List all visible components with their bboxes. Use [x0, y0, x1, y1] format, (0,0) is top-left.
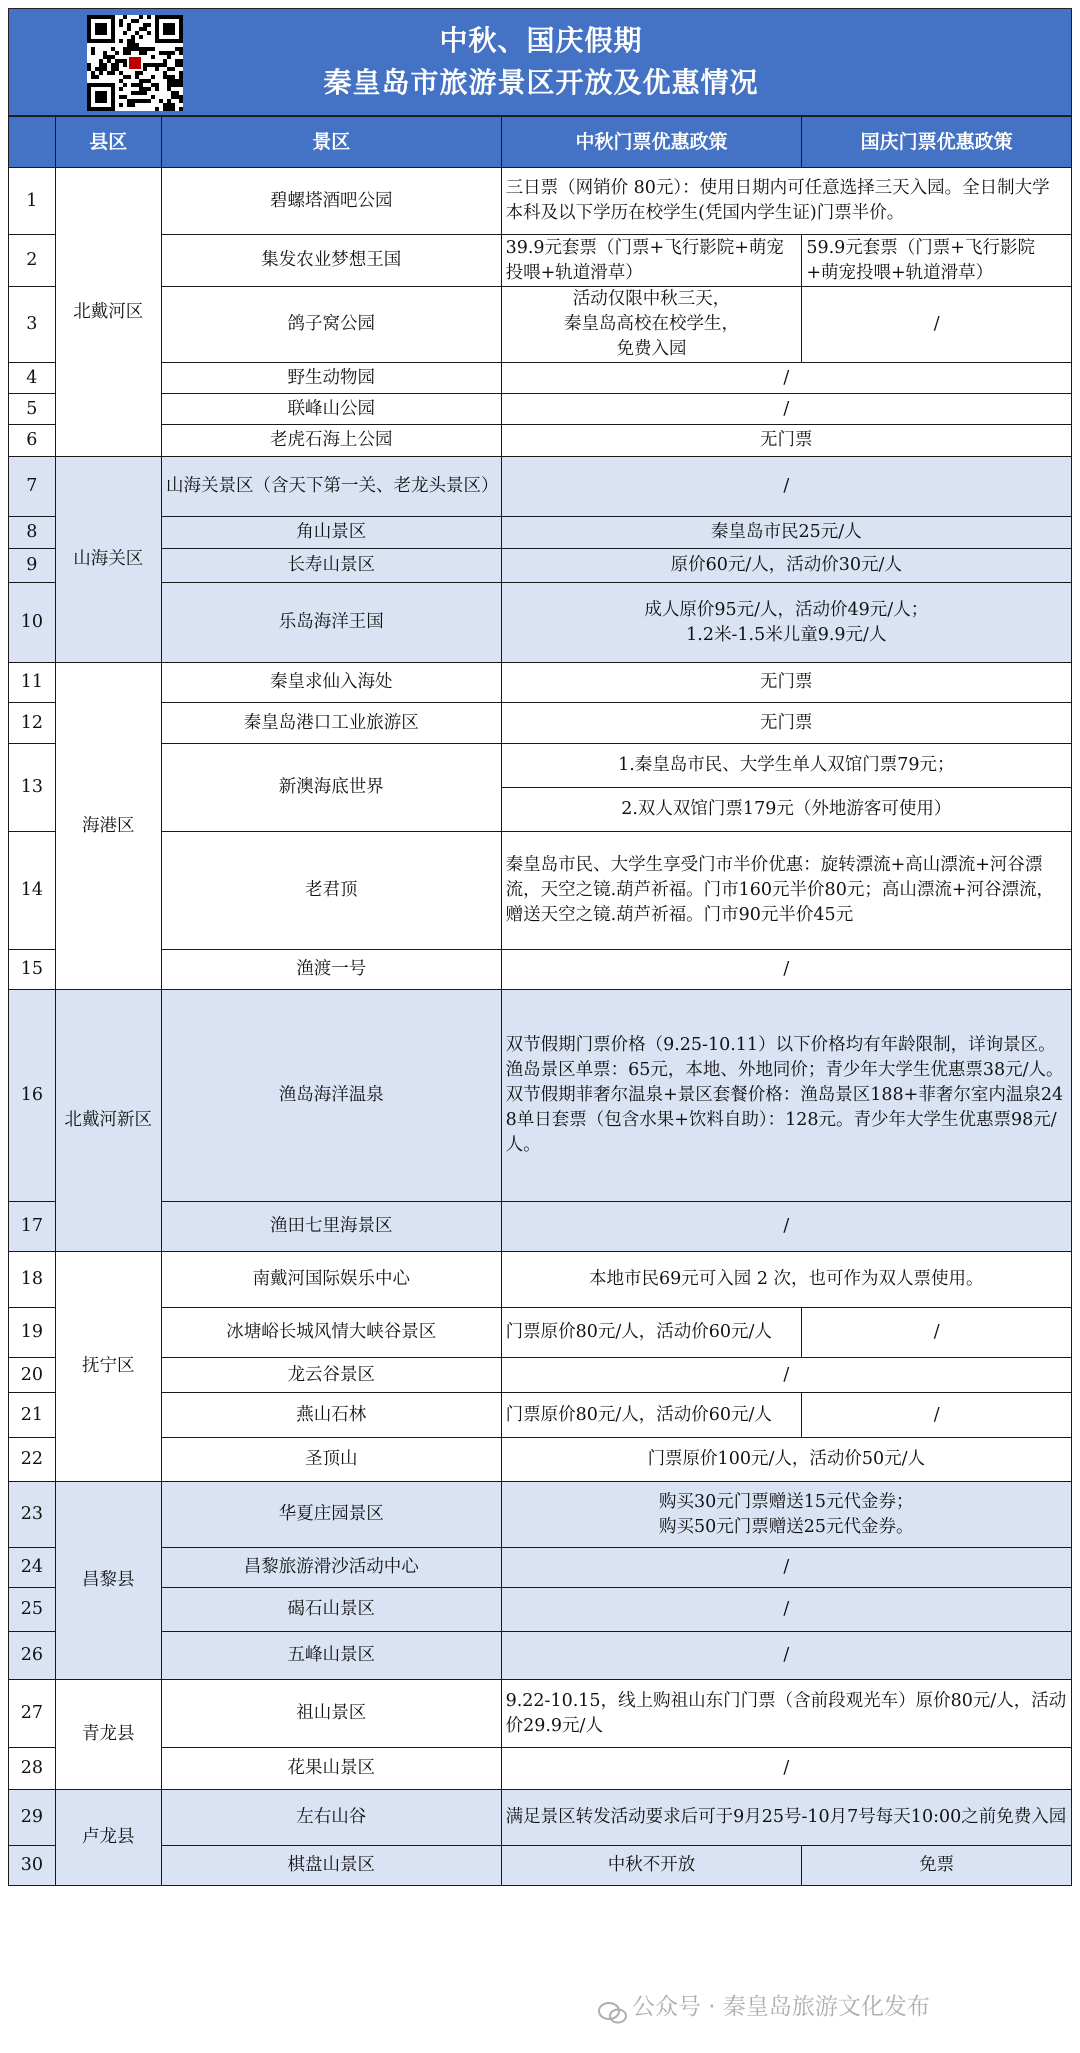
row-number: 30 [9, 1846, 56, 1886]
header-national-day-policy: 国庆门票优惠政策 [802, 117, 1072, 168]
policy-cell: / [501, 394, 1071, 425]
row-number: 18 [9, 1252, 56, 1308]
row-number: 20 [9, 1358, 56, 1393]
scenic-spot-table [8, 116, 1072, 1886]
row-number: 19 [9, 1308, 56, 1358]
national-day-policy: 59.9元套票（门票+飞行影院+萌宠投喂+轨道滑草） [802, 235, 1072, 287]
spot-name: 南戴河国际娱乐中心 [161, 1252, 501, 1308]
table-row [9, 517, 1072, 549]
policy-line: 活动仅限中秋三天， [572, 289, 731, 309]
spot-name: 祖山景区 [161, 1680, 501, 1748]
row-number: 17 [9, 1202, 56, 1252]
county-cell: 昌黎县 [55, 1482, 161, 1680]
policy-cell: 1.秦皇岛市民、大学生单人双馆门票79元； [501, 744, 1071, 788]
spot-name: 棋盘山景区 [161, 1846, 501, 1886]
policy-cell: / [501, 950, 1071, 990]
policy-cell: / [501, 1358, 1071, 1393]
spot-name: 渔渡一号 [161, 950, 501, 990]
row-number: 7 [9, 457, 56, 517]
header-spot: 景区 [161, 117, 501, 168]
county-cell: 山海关区 [55, 457, 161, 663]
page-subtitle: 秦皇岛市旅游景区开放及优惠情况 [323, 66, 759, 99]
policy-line: 秦皇岛高校在校学生， [563, 314, 739, 334]
national-day-policy: 免票 [802, 1846, 1072, 1886]
policy-cell: / [501, 363, 1071, 394]
spot-name: 老虎石海上公园 [161, 425, 501, 457]
policy-cell: / [501, 1202, 1071, 1252]
policy-line: 免费入园 [616, 339, 687, 359]
wechat-icon [598, 1997, 628, 2019]
header-midautumn-policy: 中秋门票优惠政策 [501, 117, 802, 168]
policy-cell: 双节假期门票价格（9.25-10.11）以下价格均有年龄限制，详询景区。渔岛景区单票：65元，本地、外地同价；青少年大学生优惠票38元/人。双节假期菲奢尔温泉+景区套餐价格：渔岛景区188+菲奢尔室内温泉248单日套票（包含水果+饮料自助）：128元。青少年大学生优惠票98元/人。 [501, 990, 1071, 1202]
policy-cell: / [501, 1548, 1071, 1588]
policy-cell: 无门票 [501, 703, 1071, 744]
row-number: 6 [9, 425, 56, 457]
row-number: 16 [9, 990, 56, 1202]
spot-name: 冰塘峪长城风情大峡谷景区 [161, 1308, 501, 1358]
policy-cell: 无门票 [501, 663, 1071, 703]
title-banner [8, 8, 1072, 116]
midautumn-policy: 39.9元套票（门票+飞行影院+萌宠投喂+轨道滑草） [501, 235, 802, 287]
wechat-watermark [598, 1987, 1058, 2027]
table-row [9, 1252, 1072, 1308]
row-number: 8 [9, 517, 56, 549]
spot-name: 渔岛海洋温泉 [161, 990, 501, 1202]
county-cell: 北戴河新区 [55, 990, 161, 1252]
policy-cell: / [501, 1748, 1071, 1790]
spot-name: 昌黎旅游滑沙活动中心 [161, 1548, 501, 1588]
spot-name: 华夏庄园景区 [161, 1482, 501, 1548]
table-row [9, 1202, 1072, 1252]
table-row [9, 950, 1072, 990]
spot-name: 山海关景区（含天下第一关、老龙头景区） [161, 457, 501, 517]
policy-cell: 2.双人双馆门票179元（外地游客可使用） [501, 788, 1071, 832]
policy-cell: / [501, 1632, 1071, 1680]
table-row [9, 663, 1072, 703]
spot-name: 老君顶 [161, 832, 501, 950]
table-header-row [9, 117, 1072, 168]
policy-cell: 原价60元/人，活动价30元/人 [501, 549, 1071, 583]
row-number: 9 [9, 549, 56, 583]
row-number: 14 [9, 832, 56, 950]
midautumn-policy [501, 287, 802, 363]
spot-name: 燕山石林 [161, 1393, 501, 1438]
table-row [9, 425, 1072, 457]
table-row [9, 1482, 1072, 1548]
table-row [9, 549, 1072, 583]
midautumn-policy: 门票原价80元/人，活动价60元/人 [501, 1308, 802, 1358]
policy-line: 购买50元门票赠送25元代金券。 [659, 1516, 914, 1537]
county-cell: 卢龙县 [55, 1790, 161, 1886]
table-row [9, 1632, 1072, 1680]
spot-name: 联峰山公园 [161, 394, 501, 425]
spot-name: 五峰山景区 [161, 1632, 501, 1680]
policy-cell [501, 1482, 1071, 1548]
row-number: 13 [9, 744, 56, 832]
policy-cell: 本地市民69元可入园 2 次，也可作为双人票使用。 [501, 1252, 1071, 1308]
spot-name: 碣石山景区 [161, 1588, 501, 1632]
spot-name: 渔田七里海景区 [161, 1202, 501, 1252]
row-number: 23 [9, 1482, 56, 1548]
spot-name: 长寿山景区 [161, 549, 501, 583]
table-row [9, 287, 1072, 363]
row-number: 25 [9, 1588, 56, 1632]
national-day-policy: / [802, 1393, 1072, 1438]
table-row [9, 1846, 1072, 1886]
header-number [9, 117, 56, 168]
spot-name: 野生动物园 [161, 363, 501, 394]
midautumn-policy: 门票原价80元/人，活动价60元/人 [501, 1393, 802, 1438]
row-number: 26 [9, 1632, 56, 1680]
spot-name: 圣顶山 [161, 1438, 501, 1482]
policy-cell: 秦皇岛市民、大学生享受门市半价优惠：旋转漂流+高山漂流+河谷漂流，天空之镜.葫芦祈福。门市160元半价80元；高山漂流+河谷漂流，赠送天空之镜.葫芦祈福。门市90元半价45元 [501, 832, 1071, 950]
spot-name: 花果山景区 [161, 1748, 501, 1790]
midautumn-policy: 中秋不开放 [501, 1846, 802, 1886]
table-row [9, 1438, 1072, 1482]
table-row [9, 235, 1072, 287]
watermark-text: 公众号 · 秦皇岛旅游文化发布 [632, 1994, 930, 2020]
policy-line: 1.2米-1.5米儿童9.9元/人 [686, 624, 887, 645]
table-row [9, 363, 1072, 394]
table-row [9, 168, 1072, 235]
table-row [9, 832, 1072, 950]
table-row [9, 1748, 1072, 1790]
policy-cell: 满足景区转发活动要求后可于9月25号-10月7号每天10:00之前免费入园 [501, 1790, 1071, 1846]
row-number: 15 [9, 950, 56, 990]
row-number: 2 [9, 235, 56, 287]
table-row [9, 1588, 1072, 1632]
header-county: 县区 [55, 117, 161, 168]
row-number: 1 [9, 168, 56, 235]
row-number: 24 [9, 1548, 56, 1588]
table-row [9, 457, 1072, 517]
table-row [9, 1393, 1072, 1438]
row-number: 10 [9, 583, 56, 663]
row-number: 12 [9, 703, 56, 744]
spot-name: 碧螺塔酒吧公园 [161, 168, 501, 235]
table-row [9, 1308, 1072, 1358]
page-title: 中秋、国庆假期 [439, 24, 643, 57]
spot-name: 秦皇求仙入海处 [161, 663, 501, 703]
county-cell: 北戴河区 [55, 168, 161, 457]
row-number: 4 [9, 363, 56, 394]
row-number: 29 [9, 1790, 56, 1846]
table-row [9, 1680, 1072, 1748]
row-number: 3 [9, 287, 56, 363]
spot-name: 龙云谷景区 [161, 1358, 501, 1393]
table-row [9, 1548, 1072, 1588]
row-number: 11 [9, 663, 56, 703]
row-number: 28 [9, 1748, 56, 1790]
policy-cell [501, 583, 1071, 663]
spot-name: 乐岛海洋王国 [161, 583, 501, 663]
policy-cell: 9.22-10.15，线上购祖山东门门票（含前段观光车）原价80元/人，活动价29.9元/人 [501, 1680, 1071, 1748]
national-day-policy: / [802, 287, 1072, 363]
table-row [9, 583, 1072, 663]
county-cell: 海港区 [55, 663, 161, 990]
table-row [9, 703, 1072, 744]
spot-name: 秦皇岛港口工业旅游区 [161, 703, 501, 744]
row-number: 5 [9, 394, 56, 425]
policy-cell: 三日票（网销价 80元）：使用日期内可任意选择三天入园。全日制大学本科及以下学历在校学生(凭国内学生证)门票半价。 [501, 168, 1071, 235]
county-cell: 抚宁区 [55, 1252, 161, 1482]
spot-name: 新澳海底世界 [161, 744, 501, 832]
policy-cell: 无门票 [501, 425, 1071, 457]
policy-cell: 秦皇岛市民25元/人 [501, 517, 1071, 549]
national-day-policy: / [802, 1308, 1072, 1358]
policy-cell: / [501, 457, 1071, 517]
spot-name: 角山景区 [161, 517, 501, 549]
policy-cell: 门票原价100元/人，活动价50元/人 [501, 1438, 1071, 1482]
spot-name: 集发农业梦想王国 [161, 235, 501, 287]
row-number: 27 [9, 1680, 56, 1748]
spot-name: 鸽子窝公园 [161, 287, 501, 363]
row-number: 22 [9, 1438, 56, 1482]
row-number: 21 [9, 1393, 56, 1438]
table-row [9, 1358, 1072, 1393]
policy-line: 成人原价95元/人，活动价49元/人； [644, 599, 929, 620]
table-row [9, 1790, 1072, 1846]
table-row [9, 394, 1072, 425]
policy-cell: / [501, 1588, 1071, 1632]
table-row [9, 990, 1072, 1202]
policy-line: 购买30元门票赠送15元代金券； [659, 1491, 914, 1512]
county-cell: 青龙县 [55, 1680, 161, 1790]
spot-name: 左右山谷 [161, 1790, 501, 1846]
table-row [9, 744, 1072, 788]
